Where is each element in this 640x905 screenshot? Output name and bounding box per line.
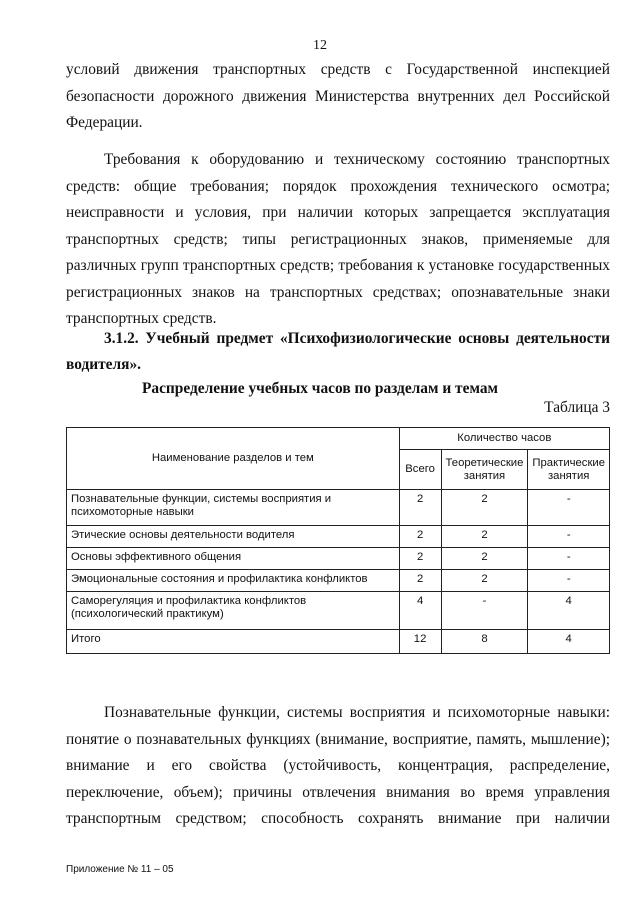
- row-name: Основы эффективного общения: [67, 548, 400, 570]
- paragraph-3: Познавательные функции, системы восприятия и психомоторные навыки: понятие о познавательных функциях (внимание, восприятие, память, мышление); внимание и его свойства (устойчивость, концентрация, распределение, переключение, объем); причины отвлечения внимания во время управления транспортным средством; способность сохранять внимание при наличии: [66, 704, 610, 827]
- paragraph-2: Требования к оборудованию и техническому состоянию транспортных средств: общие требования; порядок прохождения технического осмотра; неисправности и условия, при наличии которых запрещается эксплуатация транспортных средств; типы регистрационных знаков, применяемые для различных групп транспортных средств; требования к установке государственных регистрационных знаков на транспортных средствах; опознавательные знаки транспортных средств.: [66, 151, 610, 327]
- table-row: [67, 526, 610, 548]
- row-total: 12: [399, 630, 441, 654]
- header-name: Наименование разделов и тем: [67, 428, 400, 490]
- page-number: 12: [313, 38, 327, 53]
- row-practice: 4: [528, 630, 610, 654]
- row-total: 2: [399, 548, 441, 570]
- row-theory: 2: [441, 490, 528, 526]
- table-row-total: [67, 630, 610, 654]
- row-theory: 2: [441, 570, 528, 592]
- table-label: Таблица 3: [544, 399, 610, 416]
- table-row: [67, 490, 610, 526]
- header-practice: Практические занятия: [528, 450, 610, 490]
- row-theory: 8: [441, 630, 528, 654]
- row-theory: 2: [441, 526, 528, 548]
- row-practice: 4: [528, 592, 610, 630]
- row-total: 4: [399, 592, 441, 630]
- table-row: [67, 570, 610, 592]
- row-total: 2: [399, 570, 441, 592]
- row-practice: -: [528, 526, 610, 548]
- row-theory: -: [441, 592, 528, 630]
- row-practice: -: [528, 570, 610, 592]
- header-total: Всего: [399, 450, 441, 490]
- row-total: 2: [399, 526, 441, 548]
- header-hours: Количество часов: [399, 428, 609, 450]
- table-row: [67, 592, 610, 630]
- row-name: Саморегуляция и профилактика конфликтов (психологический практикум): [67, 592, 400, 630]
- hours-table: [66, 427, 610, 654]
- row-theory: 2: [441, 548, 528, 570]
- row-name: Познавательные функции, системы восприятия и психомоторные навыки: [67, 490, 400, 526]
- row-practice: -: [528, 548, 610, 570]
- section-heading: 3.1.2. Учебный предмет «Психофизиологические основы деятельности водителя».: [66, 330, 610, 373]
- footer: Приложение № 11 – 05: [66, 864, 174, 875]
- row-name: Этические основы деятельности водителя: [67, 526, 400, 548]
- distribution-heading: Распределение учебных часов по разделам и темам: [142, 380, 498, 397]
- paragraph-1: условий движения транспортных средств с Государственной инспекцией безопасности дорожного движения Министерства внутренних дел Российской Федерации.: [66, 61, 610, 131]
- row-name: Эмоциональные состояния и профилактика конфликтов: [67, 570, 400, 592]
- header-theory: Теоретические занятия: [441, 450, 528, 490]
- table-row: [67, 548, 610, 570]
- row-name: Итого: [67, 630, 400, 654]
- row-total: 2: [399, 490, 441, 526]
- row-practice: -: [528, 490, 610, 526]
